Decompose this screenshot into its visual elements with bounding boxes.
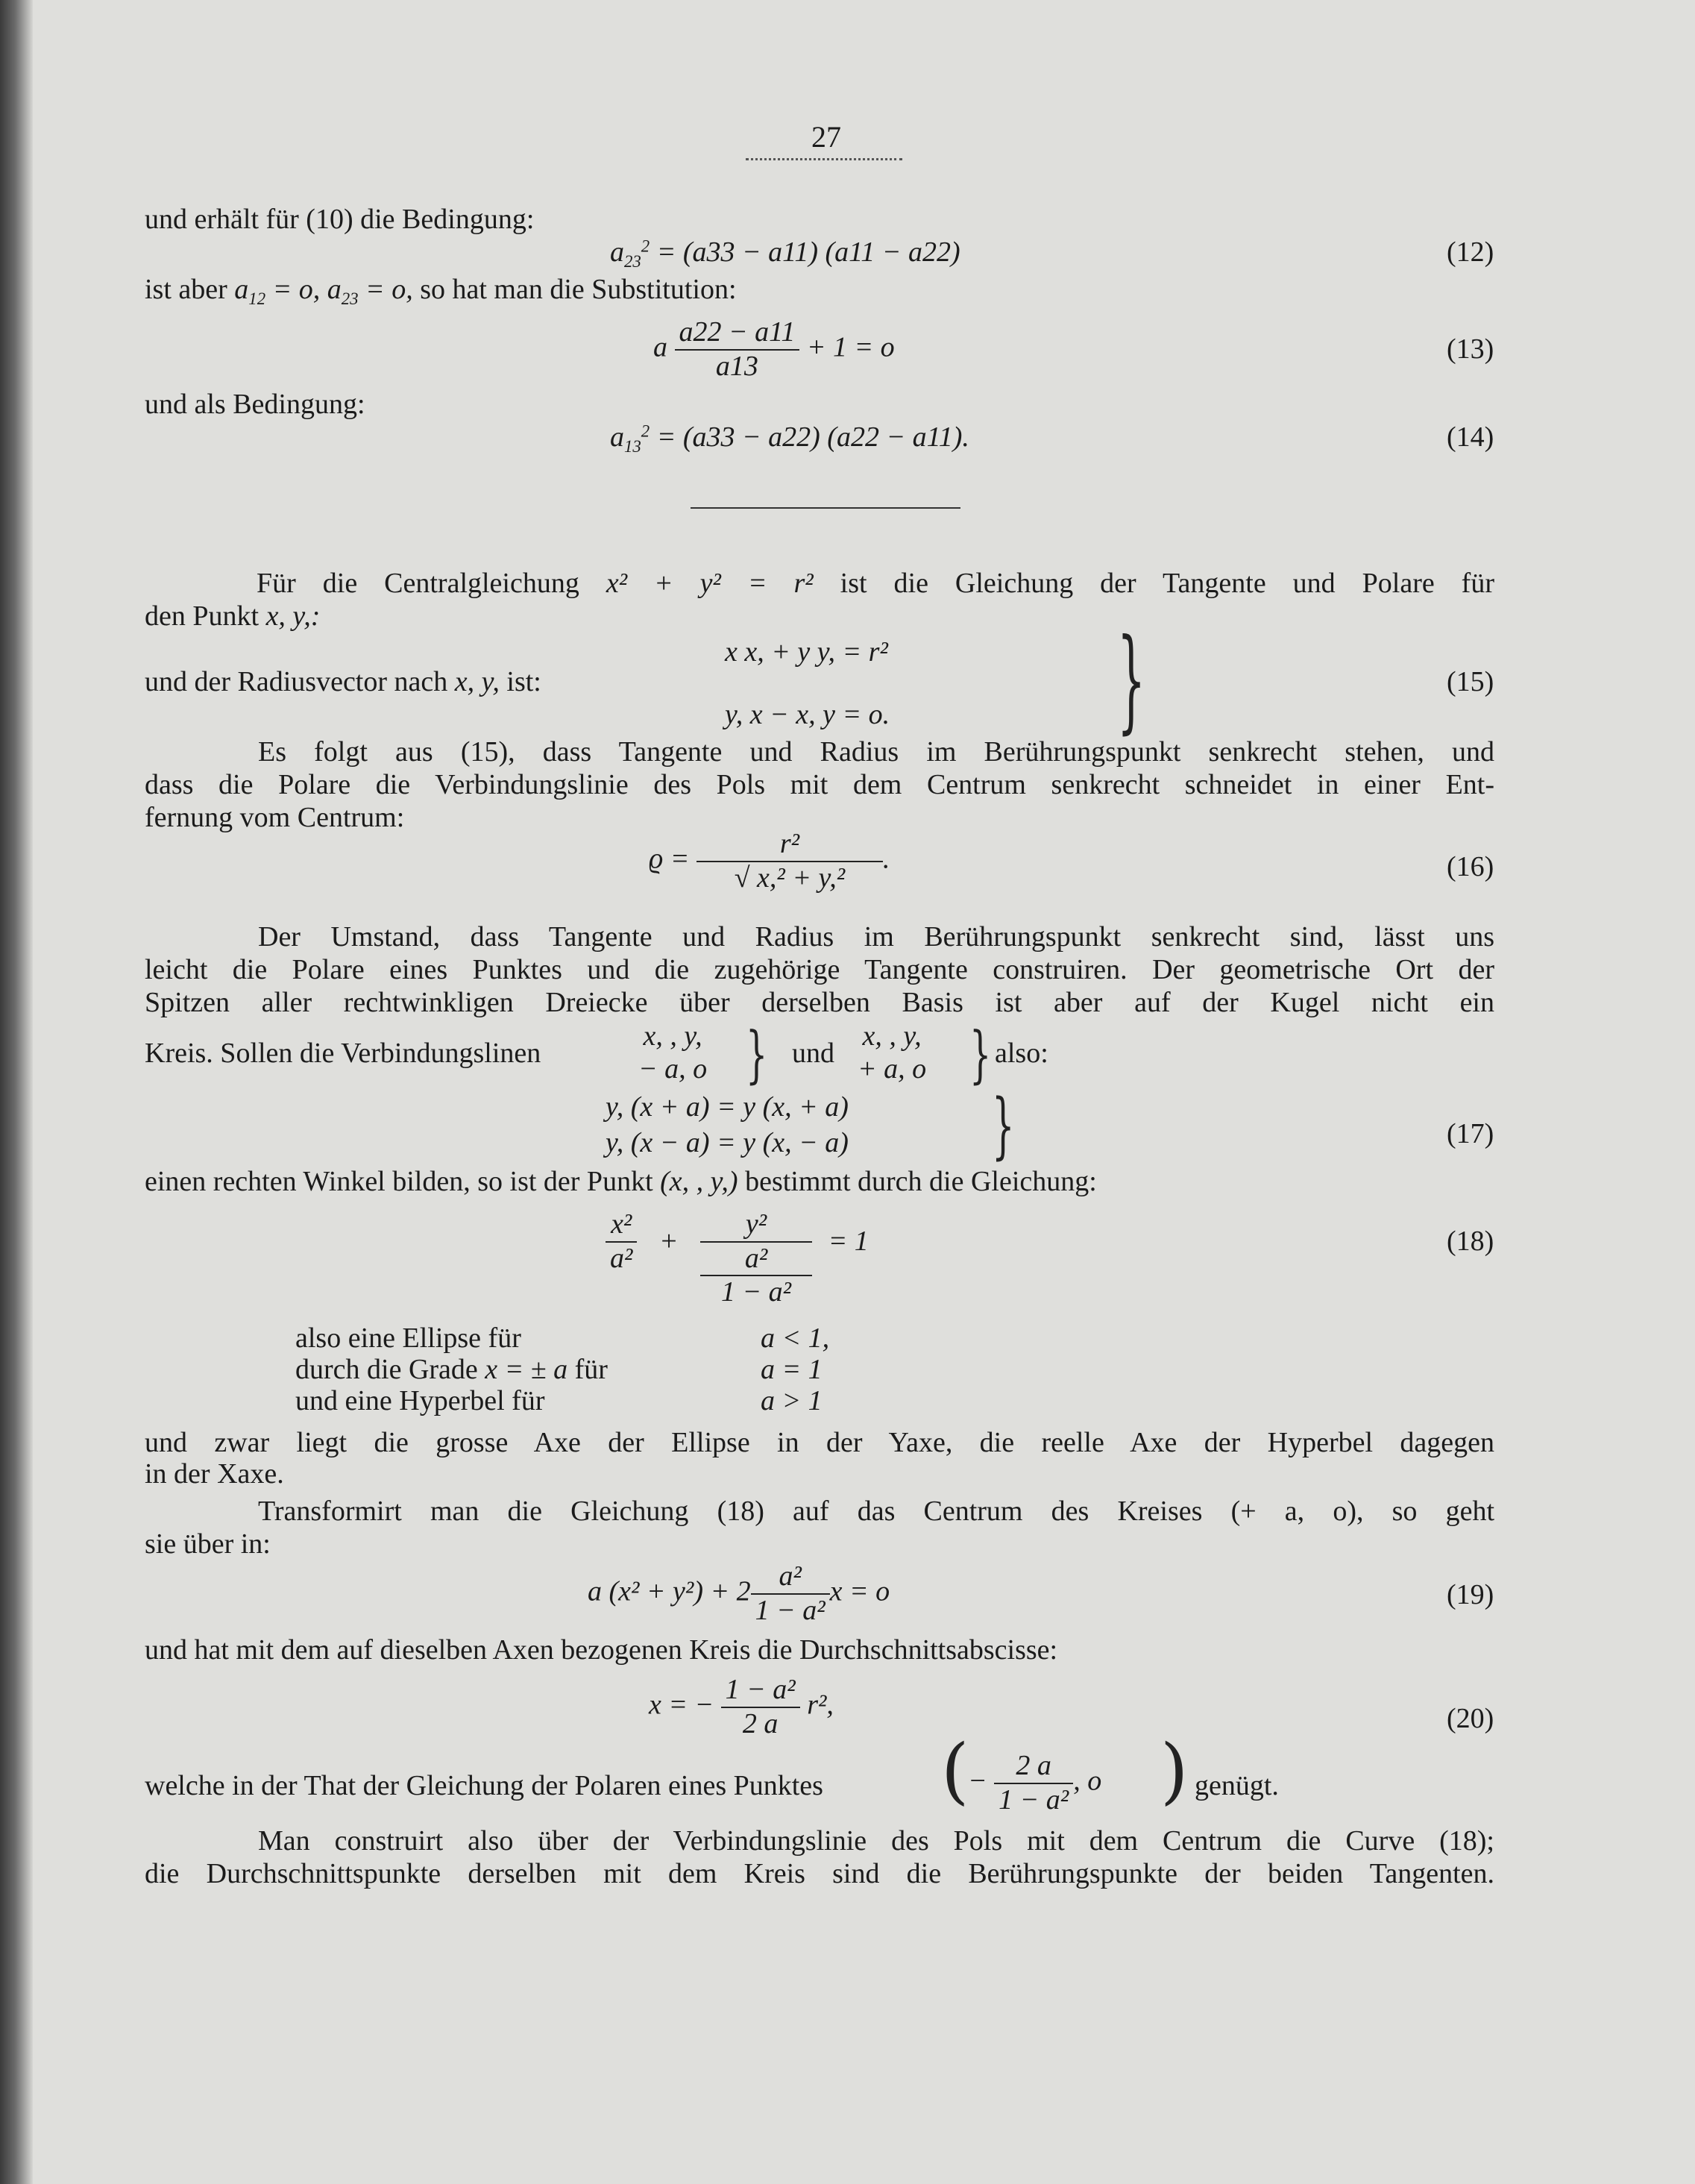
- equation-17a: y, (x + a) = y (x, + a): [606, 1091, 849, 1123]
- equation-number: (19): [1447, 1579, 1494, 1610]
- fraction: $\frac{\text{x²}}{\text{a²}}$: [606, 1208, 637, 1275]
- text-line: die Durchschnittspunkte derselben mit dem Kreis sind die Berührungspunkte der beiden Tangenten.: [145, 1858, 1494, 1889]
- text-line: und zwar liegt die grosse Axe der Ellipse in der Yaxe, die reelle Axe der Hyperbel dagegen: [145, 1427, 1494, 1458]
- page-number-underline: [746, 158, 902, 160]
- point-expression: − $\frac{2 a}{\text{1 − a²}}$ , o: [968, 1750, 1102, 1816]
- text-line: und eine Hyperbel für: [295, 1385, 545, 1416]
- text-line: Man construirt also über der Verbindungslinie des Pols mit dem Centrum die Curve (18);: [258, 1825, 1494, 1857]
- equation-18: $\frac{\text{x²}}{\text{a²}}$ + y² a² 1 − a² = 1: [606, 1208, 869, 1309]
- fraction: a² 1 − a²: [700, 1243, 812, 1309]
- equation-12-rhs: = (a33 − a11) (a11 − a22): [656, 236, 960, 268]
- text-line: Spitzen aller rechtwinkligen Dreiecke über derselben Basis ist aber auf der Kugel nicht ein: [145, 987, 1494, 1018]
- right-brace: }: [1117, 615, 1146, 747]
- equation-17b: y, (x − a) = y (x, − a): [606, 1127, 849, 1158]
- text-line: Der Umstand, dass Tangente und Radius im Berührungspunkt senkrecht sind, lässt uns: [258, 921, 1494, 953]
- text-fragment: ist aber: [145, 274, 227, 305]
- text-fragment: so hat man die Substitution:: [420, 274, 737, 305]
- equation-16: ϱ = $\frac{\text{r²}}{\text{√ x,² + y,²}}$ .: [649, 828, 890, 894]
- fraction: $\frac{\text{a²}}{\text{1 − a²}}$: [751, 1560, 830, 1627]
- text-line: den Punkt x, y,:: [145, 600, 321, 632]
- fraction: $\frac{2 a}{\text{1 − a²}}$: [994, 1750, 1073, 1816]
- text-line: Für die Centralgleichung x² + y² = r² ist die Gleichung der Tangente und Polare für: [257, 568, 1494, 599]
- equation-13: a $\frac{a22 - a11}{a13}$ + 1 = o: [653, 316, 895, 382]
- equation-number: (13): [1447, 333, 1494, 365]
- text-line: und als Bedingung:: [145, 389, 365, 420]
- fraction: y² a² 1 − a²: [700, 1208, 812, 1309]
- equation-14: $a_{13}^2 = (a33 - a22) (a22 - a11)$.: [610, 421, 969, 456]
- fraction: $\frac{\text{r²}}{\text{√ x,² + y,²}}$: [696, 828, 883, 894]
- fraction: $\frac{\text{1 − a²}}{2 a}$: [721, 1674, 800, 1740]
- text-line: also eine Ellipse für: [295, 1322, 521, 1354]
- equation-number: (12): [1447, 236, 1494, 268]
- text-line: und der Radiusvector nach x, y, ist:: [145, 666, 541, 697]
- text-line: einen rechten Winkel bilden, so ist der Punkt (x, , y,) bestimmt durch die Gleichung:: [145, 1166, 1097, 1197]
- right-brace: }: [969, 1017, 992, 1091]
- equation-15a: x x, + y y, = r²: [725, 636, 888, 668]
- text-line: durch die Grade x = ± a für: [295, 1354, 608, 1385]
- text-line: dass die Polare die Verbindungslinie des Pols mit dem Centrum senkrecht schneidet in einer Ent-: [145, 769, 1494, 800]
- text-fragment: also:: [995, 1038, 1048, 1069]
- text-line: und hat mit dem auf dieselben Axen bezogenen Kreis die Durchschnittsabscisse:: [145, 1634, 1058, 1666]
- section-divider: [691, 507, 960, 509]
- line-pair-2: x, , y, + a, o: [858, 1020, 927, 1085]
- equation-number: (14): [1447, 421, 1494, 453]
- condition: a > 1: [761, 1385, 823, 1416]
- equation-number: (15): [1447, 666, 1494, 697]
- equation-number: (16): [1447, 851, 1494, 882]
- right-brace: }: [992, 1085, 1015, 1168]
- book-spine-shadow: [0, 0, 33, 2184]
- text-line: sie über in:: [145, 1528, 271, 1560]
- equation-number: (18): [1447, 1226, 1494, 1257]
- page-number: 27: [811, 120, 841, 154]
- text-line: ist aber $a_{12} = o$, $a_{23} = o$, so hat man die Substitution:: [145, 274, 737, 308]
- equation-number: (20): [1447, 1703, 1494, 1734]
- text-line: fernung vom Centrum:: [145, 802, 405, 833]
- text-line: welche in der That der Gleichung der Polaren eines Punktes: [145, 1770, 823, 1801]
- equation-15b: y, x − x, y = o.: [725, 699, 890, 730]
- equation-12: $a_{23}^2 = (a33 - a11) (a11 - a22)$: [610, 236, 960, 271]
- condition: a < 1,: [761, 1322, 830, 1354]
- equation-number: (17): [1447, 1118, 1494, 1149]
- equation-19: a (x² + y²) + 2 $\frac{\text{a²}}{\text{1 − a²}}$ x = o: [588, 1560, 890, 1626]
- fraction: $\frac{a22 - a11}{a13}$: [675, 316, 800, 383]
- right-brace: }: [746, 1017, 768, 1091]
- equation-20: x = − $\frac{\text{1 − a²}}{2 a}$ r²,: [649, 1674, 834, 1739]
- text-fragment: genügt.: [1195, 1770, 1279, 1801]
- text-line: Kreis. Sollen die Verbindungslinen: [145, 1038, 541, 1069]
- line-pair-1: x, , y, − a, o: [638, 1020, 708, 1085]
- text-line: in der Xaxe.: [145, 1458, 284, 1490]
- text-fragment: und: [792, 1038, 834, 1069]
- text-line: leicht die Polare eines Punktes und die zugehörige Tangente construiren. Der geometrische Ort der: [145, 954, 1494, 985]
- text-line: und erhält für (10) die Bedingung:: [145, 204, 535, 235]
- text-line: Es folgt aus (15), dass Tangente und Radius im Berührungspunkt senkrecht stehen, und: [258, 736, 1494, 768]
- text-line: Transformirt man die Gleichung (18) auf das Centrum des Kreises (+ a, o), so geht: [258, 1496, 1494, 1527]
- left-paren: (: [941, 1729, 969, 1813]
- right-paren: ): [1160, 1729, 1189, 1813]
- condition: a = 1: [761, 1354, 823, 1385]
